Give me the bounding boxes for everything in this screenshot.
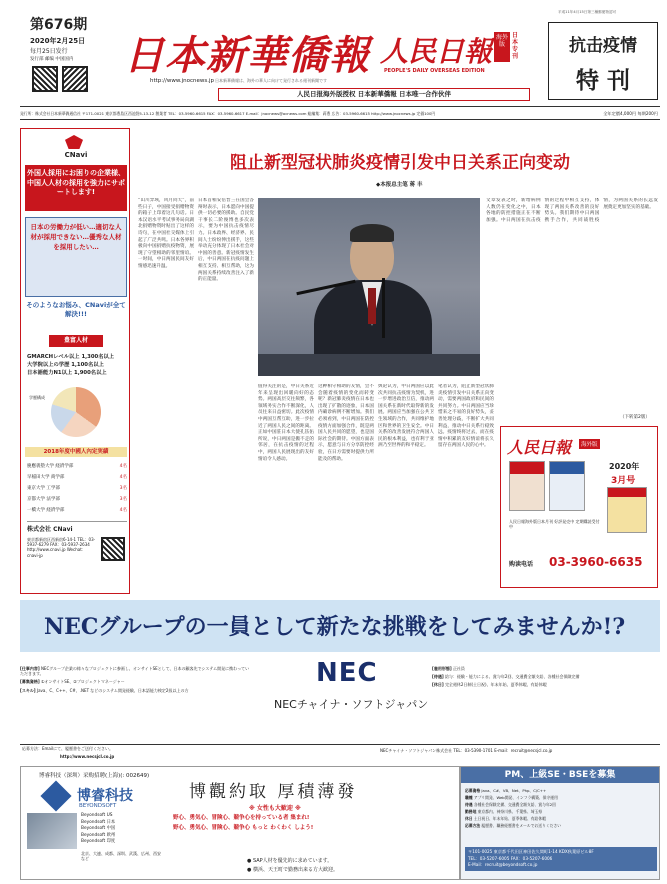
renmin-english: PEOPLE'S DAILY OVERSEAS EDITION <box>384 68 485 74</box>
recruit-ad <box>460 766 660 880</box>
overseas-tag: 海外版 <box>494 32 510 62</box>
article-continue: （下转第2版） <box>620 415 650 420</box>
beyondsoft-sub2: 野心、勇気心、冒険心、競争心を持っている者 集まれ! <box>173 815 310 821</box>
article-column-5: 舆论认为，中日两国应以此次共同抗击疫情为契机，进一步增进政治互信，推动两国关系在新时代取得新的发展。两国应当加强在公共卫生领域的合作，共同维护地区和世界的卫生安全。中日关系的改善发展符合两国人民的根本利益，也有利于亚洲乃至世界的和平稳定。 <box>378 384 434 449</box>
recruit-row: 勤務地 東京都内、神奈川県、千葉県、埼玉県 <box>465 809 543 814</box>
nec-company-name: NECチャイナ・ソフトジャパン <box>274 698 429 711</box>
nec-company-info: NECチャイナ・ソフトジャパン株式会社 TEL：03-5390-1701 E-mail：recruit@necsjcl.co.jp <box>380 748 553 753</box>
beyondsoft-slogan: 博觀約取 厚積薄發 <box>189 782 358 802</box>
article-column-3: 值得关注的是，中日关系近年来呈现出回暖向好的态势。两国高层交往频繁，各领域务实合作不断深化，人员往来日益密切。此次疫情中两国互帮互助，进一步拉近了两国人民之间的距离。正如中国驻日本大使孔铉佑所说，中日两国是搬不走的邻居，在抗击疫情的过程中，两国人民展现出的友好情谊令人感动。 <box>258 384 314 462</box>
cnavi-qr-code <box>101 537 125 561</box>
promo-title: 人民日報 <box>507 438 572 457</box>
promo-phone[interactable]: 03-3960-6635 <box>549 555 643 569</box>
stats-title: 豊富人材 <box>49 335 103 347</box>
record-row: 京都大学 法学部 3名 <box>27 497 127 502</box>
promo-year: 2020年 <box>609 462 640 471</box>
record-row: 慶應義塾大学 経済学部 4名 <box>27 464 127 469</box>
newspaper-logo: 日本新華僑報 <box>124 32 370 79</box>
issue-weekday: 每月25日发行 <box>30 48 68 55</box>
cnavi-pain-points <box>25 217 127 297</box>
record-title: 2018年度中國人內定実績 <box>25 447 127 457</box>
record-row: 東京大学 工学部 3名 <box>27 486 127 491</box>
beyondsoft-logo-en: BEYONDSOFT <box>79 803 117 809</box>
promo-box <box>500 426 658 588</box>
nec-details <box>20 656 660 746</box>
cnavi-ad <box>20 128 130 594</box>
cnavi-headline: 外国人採用にお困りの企業様、中国人人材の採用を強力にサポートします! <box>25 165 127 211</box>
special-subtitle: 特 刊 <box>575 68 630 94</box>
promo-magazine-cover <box>549 461 585 511</box>
nec-job: [仕事内容] NECグループ企業の様々なプロジェクトに参画し、オンサイトSEとして、日本の顧客先でシステム開発に携わっていただきます。 [募集資格] ①オンサイトSE、②プロジェクトマネージャー [スキル] Java、C、C++、C#、.NET などのシステム開発経験、日本語能力検定2級以上の方 <box>20 666 250 693</box>
nec-url[interactable]: http://www.necsjcl.co.jp <box>60 754 115 759</box>
issue-number: 第676期 <box>30 17 88 33</box>
promo-cover-thumb <box>607 487 647 533</box>
stat-3: 日本語能力N1以上 1,900名以上 <box>27 370 107 376</box>
recruit-contact: 〒101-0025 東京都千代田区神田佐久間町1-14 KDX秋葉原ビル8F TEL：03-5207-6005 FAX：03-5207-6006 E-Mail：recruit@beyondsoft.co.jp <box>465 847 657 871</box>
article-column-2: 日本首相安倍晋三在国会答辩时表示，日本愿向中国提供一切必要的援助。自民党干事长二阶俊博也多次表示，要为中国抗击疫情尽力。日本政界、经济界、民间人士纷纷伸出援手，这些举动充分体现了日本社会对中国的善意。新冠疫情发生后，中日两国在抗疫问题上相互支持、相互帮助，这为两国关系持续改善注入了新的正能量。 <box>198 198 254 283</box>
article-byline: ◆本报总主笔 蒋 丰 <box>376 182 423 188</box>
cooperation-bar: 人民日报海外版授权 日本新華僑報 日本唯一合作伙伴 <box>218 88 530 101</box>
recruit-row: 応募方法 履歴書、職務経歴書をメールでお送りください <box>465 823 562 828</box>
recruit-row: 応募資格 Java、C#、VB、Net、Php、C/C++ <box>465 788 547 793</box>
beyondsoft-footer-2: ● 横浜、天王町で勤務出来る方大歓迎。 <box>247 867 338 873</box>
cnavi-logo-icon <box>65 135 83 149</box>
record-list <box>27 461 127 516</box>
recruit-title-bar: PM、上級SE・BSEを募集 <box>461 767 659 783</box>
special-issue-box <box>548 22 658 100</box>
stat-2: 大学院以上の学歴 1,100名以上 <box>27 362 104 368</box>
article-column-1: “山川异域，风月同天”，前些日子，中国接受捐赠物资的箱子上印着这几句话。日本汉语水平考试事务局向湖北捐赠物资时贴出了这样的诗句，在中国社交媒体上引起了广泛共鸣。日本各界积极向中国捐赠抗疫物资，展现了守望相助的邻里情谊。一时间，中日两国民间友好情感迅速升温。 <box>138 198 194 269</box>
recruit-rows <box>465 787 657 829</box>
qr-code-right <box>62 66 88 92</box>
special-title: 抗击疫情 <box>569 36 637 56</box>
record-row: 早稲田大学 商学部 4名 <box>27 475 127 480</box>
cnavi-contact: 東京都新宿区西新宿6-14-1 TEL：03-5937-6279 FAX：03-5937-2634 http://www.cnavi.jp Wechat：cnavi-jp <box>27 537 96 558</box>
promo-sub: 海外版 <box>579 439 600 449</box>
promo-month: 3月号 <box>611 476 636 486</box>
article-column-4: 这种相守相助的友情，会不会随着疫情的变化而转变呢？新冠肺炎疫情在日本也出现了扩散的迹象，日本国内确诊病例不断增加。我们必须看到，中日两国在防控疫情方面加强合作，既是两国人民共同的愿望，也是国际社会的期待。中国方面表示，愿意与日方分享防控经验，在日方需要时提供力所能及的帮助。 <box>318 384 374 462</box>
issue-date: 2020年2月25日 <box>30 37 86 45</box>
beyondsoft-tag: 博睿科技（深圳）采购招聘(上海)(: 002649) <box>39 773 150 779</box>
address-bar <box>20 106 660 120</box>
nec-banner <box>20 600 660 652</box>
cnavi-brand: CNavi <box>64 151 88 159</box>
promo-magazine-cover <box>509 461 545 511</box>
article-column-6: 笔者认为，阻止新型冠状肺炎疫情引发中日关系正向变动，需要两国政府和民间的共同努力。中日两国应当珍惜来之不易的良好势头，妥善处理分歧，不断扩大共同利益，推动中日关系行稳致远。疫情终将过去，而在疫情中积累的友好情谊将长久留存在两国人民的心中。 <box>438 384 494 449</box>
photo-microphone <box>382 278 385 338</box>
recruit-row: 休日 土日祝日、年末年始、夏季休暇、有給休暇 <box>465 816 546 821</box>
nec-banner-text: NECグループの一員として新たな挑戦をしてみませんか!? <box>44 614 626 640</box>
beyondsoft-logo-icon <box>40 780 71 811</box>
photo-desk <box>258 354 480 376</box>
address-text: 発行所：株式会社日本新華僑通信社 〒171-0021 東京都豊島区西池袋5-13-12 創業者 TEL：03-5960-6615 FAX：03-5960-6617 E-mail：jnocnews@ocnews.com 総編集：蒋豊 広告：03-5960-6615 http://www.jnocnews.jp 定価100円 <box>20 111 436 116</box>
nec-apply: 応募方法：Emailにて、履歴書をご送付ください。 <box>22 746 114 751</box>
promo-phone-label: 购读电话 <box>509 561 534 568</box>
cnavi-company: 株式会社 CNavi <box>27 521 127 533</box>
issue-info: 发行部 邮编 中国国内 <box>30 57 74 62</box>
article-photo <box>258 198 480 376</box>
qr-code-left <box>32 66 58 92</box>
beyondsoft-list: Beyondsoft US Beyondsoft 日本 Beyondsoft 中国 Beyondsoft 欧州 Beyondsoft 印度 <box>81 813 116 844</box>
pain-text: 日本の労働力が低い…適切な人材が採用できない…優秀な人材を採用したい… <box>30 223 122 251</box>
beyondsoft-ad <box>20 766 460 880</box>
stats-list <box>27 353 127 377</box>
record-row: 一橋大学 経済学部 4名 <box>27 508 127 513</box>
recruit-row: 職種 アプリ開発、Web開発、インフラ構築、保守運用 <box>465 795 558 800</box>
photo-tie <box>368 288 376 324</box>
beyondsoft-cities: 北京、大連、成都、深圳、武漢、広州、西安など <box>81 851 161 862</box>
website-url[interactable]: http://www.jnocnews.jp <box>150 78 214 84</box>
beyondsoft-logo-cn: 博睿科技 <box>77 788 133 804</box>
education-pie-chart <box>51 387 101 437</box>
nec-logo: NEC <box>316 658 378 688</box>
website-subtitle: 日本新華僑報は、海外の華人に向けて発行される週刊新聞です <box>215 78 327 83</box>
beyondsoft-sub3: 野心、勇気心、冒険心、競争心 もっと わくわく しよう! <box>173 825 314 831</box>
recruit-row: 待遇 各種社会保険完備、交通費全額支給、賞与年2回 <box>465 802 556 807</box>
price: 全年定價4,000円 每期200円 <box>603 107 658 120</box>
article-column-7: 文章发表之时，新增病例人数仍在变化之中，日本各地的防控措施正在不断加强。中日两国在抗击疫情的过程中相互支持，体现了两国关系改善的良好势头。我们期待中日两国携手合作，共同战胜疫情，为两国关系的长远发展奠定更加坚实的基础。 <box>486 198 658 223</box>
pie-label: 学歴構成 <box>29 395 45 400</box>
cnavi-solution: そのようなお悩み、CNaviが全て解決!!! <box>26 301 126 318</box>
beyondsoft-sub1: ※ 女性も大歓迎 ※ <box>249 805 301 812</box>
photo-person-hair <box>350 224 394 242</box>
beyondsoft-footer-1: ● SAP人材を優先的に求めています。 <box>247 858 333 864</box>
beyondsoft-photo <box>27 813 77 849</box>
promo-text: 人民日報海外版日本月刊 好評発売中 定期購読受付中 <box>509 519 600 530</box>
stat-1: GMARCHレベル以上 1,300名以上 <box>27 354 115 360</box>
japan-tag: 日本专刊 <box>512 32 519 60</box>
nec-right-info: [雇用形態] 正社員 [待遇] 給与：経験・能力による、賞与年2回、交通費全額支給、各種社会保険完備 [休日] 完全週休2日制(土日祝)、年末年始、夏季休暇、有給休暇 <box>432 666 580 688</box>
top-right-note: 平成11年4月15日第三種郵便物認可 <box>558 10 617 14</box>
renmin-logo: 人民日報 <box>380 35 493 68</box>
nec-divider <box>20 744 660 745</box>
article-headline: 阻止新型冠状肺炎疫情引发中日关系正向变动 <box>230 153 570 173</box>
